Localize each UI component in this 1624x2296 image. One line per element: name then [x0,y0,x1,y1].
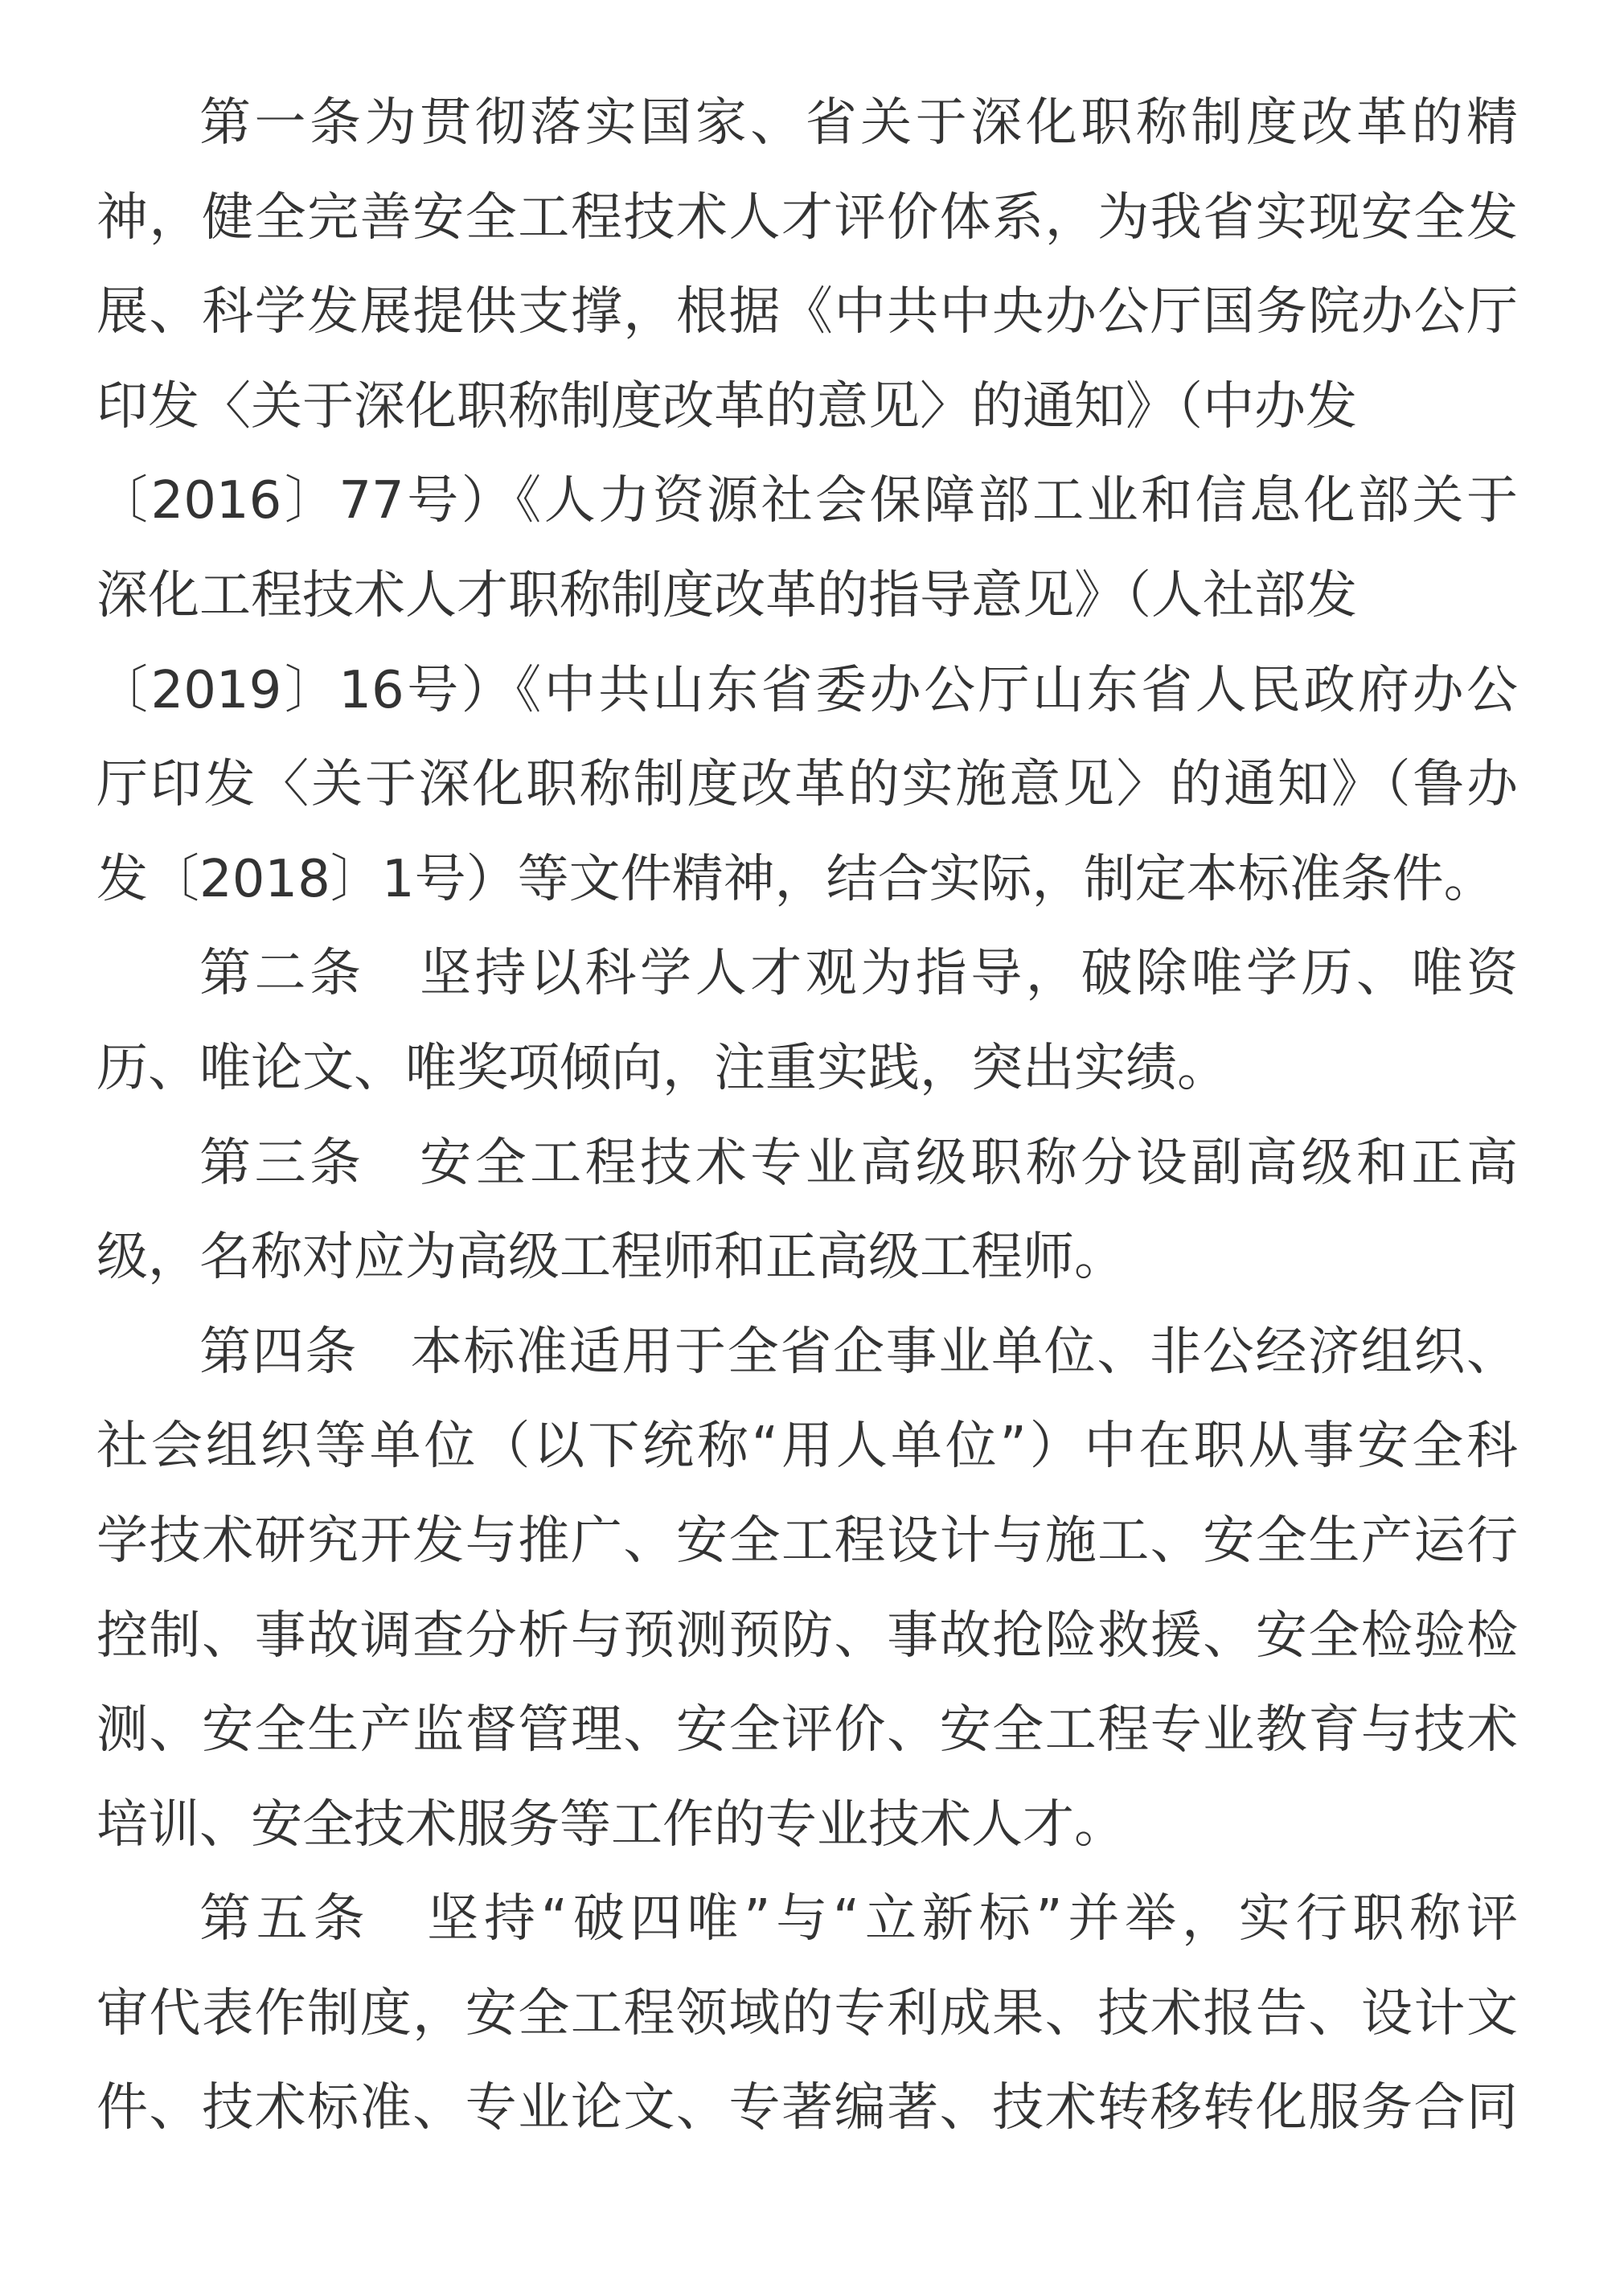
article-3-line-2: 级，名称对应为高级工程师和正高级工程师。 [96,1228,1126,1288]
article-1-line-3: 展、科学发展提供支撑，根据《中共中央办公厅国务院办公厅 [96,282,1518,342]
document-page [96,76,1518,2156]
article-4-line-2: 社会组织等单位（以下统称“用人单位”）中在职从事安全科 [96,1417,1518,1477]
article-1 [96,76,1518,927]
article-5-line-2: 审代表作制度，安全工程领域的专利成果、技术报告、设计文 [96,1983,1518,2044]
article-2-line-1: 第二条 坚持以科学人才观为指导，破除唯学历、唯资 [199,944,1518,1004]
article-1-line-8: 厅印发〈关于深化职称制度改革的实施意见〉的通知》（鲁办 [96,755,1518,815]
article-5-line-3: 件、技术标准、专业论文、专著编著、技术转移转化服务合同 [96,2078,1518,2138]
article-4-line-3: 学技术研究开发与推广、安全工程设计与施工、安全生产运行 [96,1511,1518,1571]
article-2-line-2: 历、唯论文、唯奖项倾向，注重实践，突出实绩。 [96,1038,1228,1098]
article-1-line-1: 第一条为贯彻落实国家、省关于深化职称制度改革的精 [199,93,1518,153]
article-5 [96,1872,1518,2156]
article-1-line-9: 发〔2018〕1号）等文件精神，结合实际，制定本标准条件。 [96,849,1495,909]
article-3 [96,1117,1518,1306]
article-5-line-1: 第五条 坚持“破四唯”与“立新标”并举，实行职称评 [199,1889,1518,1950]
article-1-line-6: 深化工程技术人才职称制度改革的指导意见》（人社部发 [96,565,1357,625]
article-4 [96,1306,1518,1873]
article-4-line-1: 第四条 本标准适用于全省企事业单位、非公经济组织、 [199,1322,1518,1382]
article-1-line-5: 〔2016〕77号）《人力资源社会保障部工业和信息化部关于 [96,471,1518,531]
article-1-line-4: 印发〈关于深化职称制度改革的意见〉的通知》（中办发 [96,376,1357,437]
article-4-line-6: 培训、安全技术服务等工作的专业技术人才。 [96,1794,1126,1855]
article-2 [96,927,1518,1116]
article-3-line-1: 第三条 安全工程技术专业高级职称分设副高级和正高 [199,1133,1518,1193]
article-1-line-2: 神，健全完善安全工程技术人才评价体系，为我省实现安全发 [96,187,1518,248]
article-4-line-4: 控制、事故调查分析与预测预防、事故抢险救援、安全检验检 [96,1605,1518,1666]
article-1-line-7: 〔2019〕16号）《中共山东省委办公厅山东省人民政府办公 [96,660,1518,720]
article-4-line-5: 测、安全生产监督管理、安全评价、安全工程专业教育与技术 [96,1700,1518,1761]
